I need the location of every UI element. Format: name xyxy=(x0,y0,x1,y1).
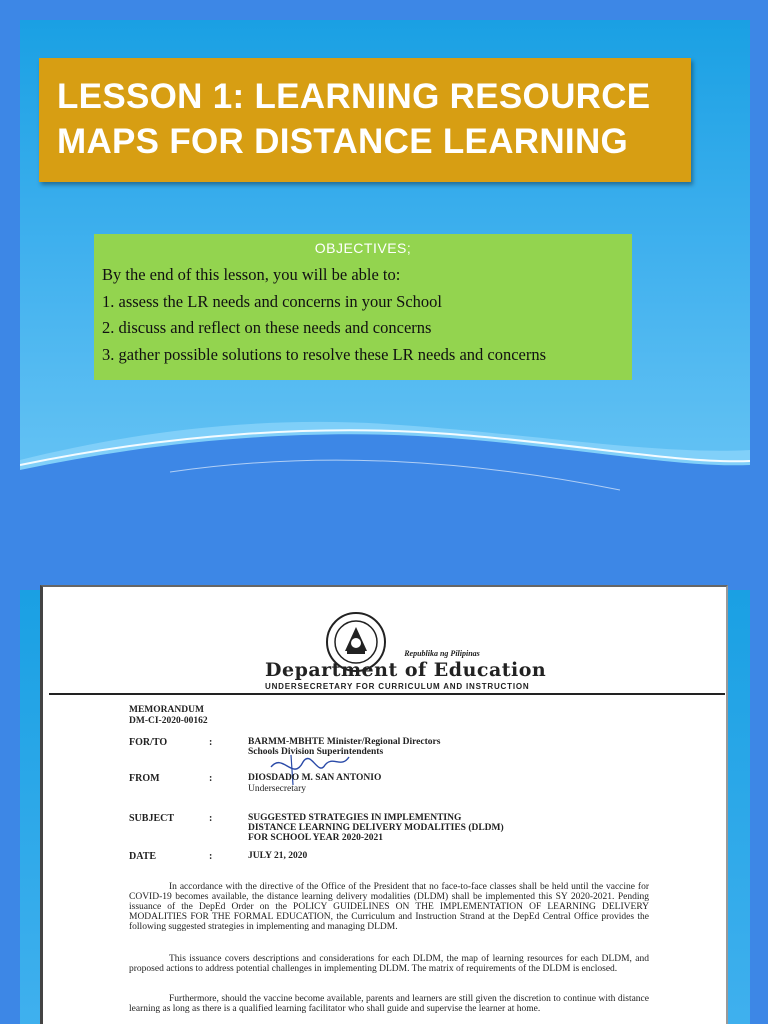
memorandum-document xyxy=(40,585,728,1024)
subject-value-3: FOR SCHOOL YEAR 2020-2021 xyxy=(248,833,384,843)
objectives-box xyxy=(94,234,632,380)
date-value: JULY 21, 2020 xyxy=(248,851,308,861)
objective-item-3: 3. gather possible solutions to resolve these LR needs and concerns xyxy=(102,344,547,364)
for-value-1: BARMM-MBHTE Minister/Regional Directors xyxy=(248,737,441,747)
for-value-2: Schools Division Superintendents xyxy=(248,747,384,757)
lesson-title-line1: LESSON 1: LEARNING RESOURCE xyxy=(57,77,651,116)
subject-value-2: DISTANCE LEARNING DELIVERY MODALITIES (DLDM) xyxy=(248,823,504,833)
memo-type: MEMORANDUM xyxy=(129,705,204,715)
objectives-heading: OBJECTIVES; xyxy=(314,240,412,256)
date-colon: : xyxy=(209,851,213,862)
for-label: FOR/TO xyxy=(129,737,168,748)
memo-paragraph-1 xyxy=(129,882,649,932)
memo-paragraph-2-text: This issuance covers descriptions and considerations for each DLDM, the map of learning resources for each DLDM, and proposed actions to address potential challenges in implementing DLDM. The matrix of requirements of the DLDM is enclosed. xyxy=(129,954,649,974)
from-label: FROM xyxy=(129,773,160,784)
department-heading: Department of Education xyxy=(265,659,547,681)
slide-1 xyxy=(20,20,750,520)
objective-item-2: 2. discuss and reflect on these needs and concerns xyxy=(102,318,432,337)
objectives-intro: By the end of this lesson, you will be able to: xyxy=(102,265,401,284)
lesson-title-line2: MAPS FOR DISTANCE LEARNING xyxy=(57,122,629,161)
memo-paragraph-1-text: In accordance with the directive of the Office of the President that no face-to-face classes shall be held until the vaccine for COVID-19 becomes available, the distance learning delivery modalities (DLDM) shall be implemented this SY 2020-2021. Pending issuance of the DepEd Order on the POLICY GUIDELINES ON THE IMPLEMENTATION OF LEARNING DELIVERY MODALITIES FOR THE FORMAL EDUCATION, the Curriculum and Instruction Strand at the DepEd Central Office provides the following suggested strategies in implementing and managing DLDM. xyxy=(129,882,649,932)
office-heading: UNDERSECRETARY FOR CURRICULUM AND INSTRUCTION xyxy=(265,682,530,691)
from-value-1: DIOSDADO M. SAN ANTONIO xyxy=(248,773,382,783)
objective-item-1: 1. assess the LR needs and concerns in your School xyxy=(102,291,443,311)
lesson-title-banner xyxy=(39,58,691,182)
from-value-2: Undersecretary xyxy=(248,784,307,794)
subject-colon: : xyxy=(209,813,213,824)
memo-paragraph-2 xyxy=(129,954,649,974)
subject-value-1: SUGGESTED STRATEGIES IN IMPLEMENTING xyxy=(248,813,462,823)
from-colon: : xyxy=(209,773,213,784)
memo-number: DM-CI-2020-00162 xyxy=(129,716,208,726)
republic-heading: Republika ng Pilipinas xyxy=(404,649,480,658)
subject-label: SUBJECT xyxy=(129,813,175,824)
memo-paragraph-3-text: Furthermore, should the vaccine become available, parents and learners are still given the discretion to continue with distance learning as long as there is a qualified learning facilitator who shall guide and supervise the learner at home. xyxy=(129,994,649,1014)
header-divider xyxy=(49,693,725,695)
memo-paragraph-3 xyxy=(129,994,649,1014)
for-colon: : xyxy=(209,737,213,748)
date-label: DATE xyxy=(129,851,157,862)
